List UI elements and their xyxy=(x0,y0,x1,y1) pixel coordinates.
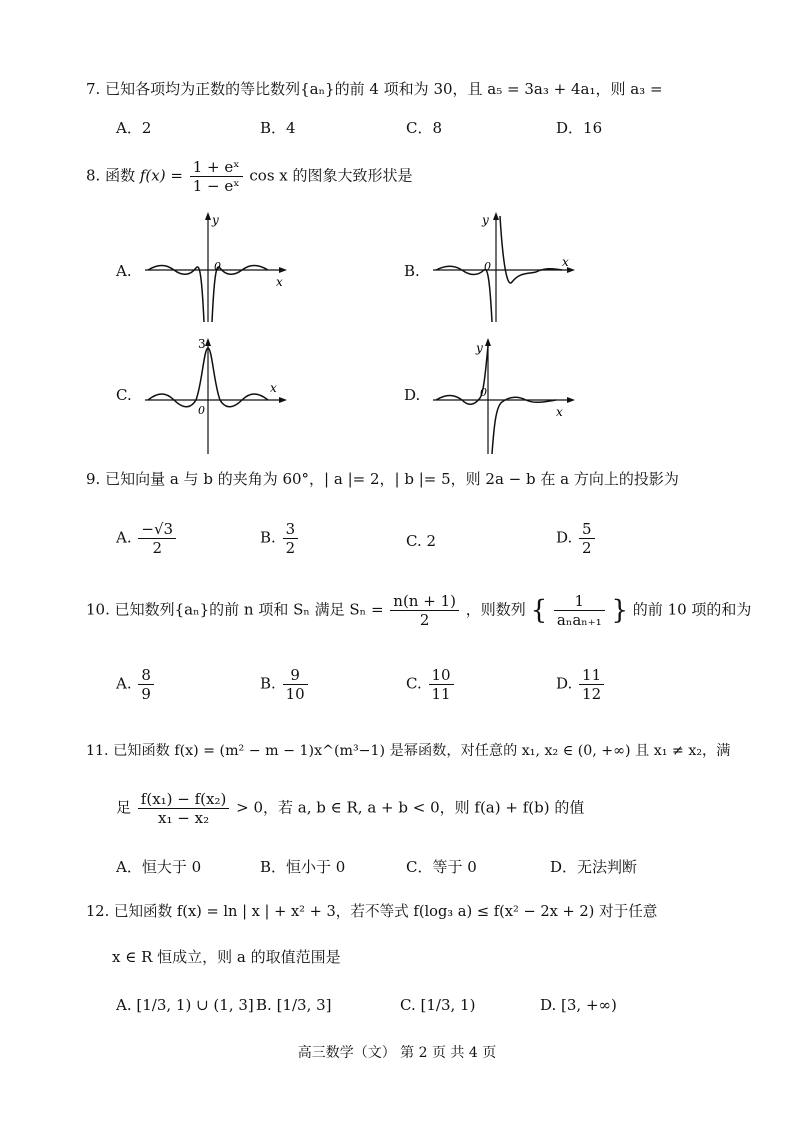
y-axis-arrow xyxy=(493,212,499,220)
q10-option-b-fraction xyxy=(283,666,308,703)
curve-left xyxy=(436,266,492,322)
q9-option-d-label: D. xyxy=(556,528,573,547)
q11-line2 xyxy=(116,790,584,827)
q10-option-b-label: B. xyxy=(260,674,276,693)
q8-graph-c xyxy=(140,336,290,456)
q12-option-c xyxy=(400,996,475,1014)
denominator: 11 xyxy=(431,685,451,703)
q10-stem-part-c: 的前 10 项的和为 xyxy=(632,600,752,619)
q12-option-a-label: A. xyxy=(116,996,132,1014)
q8-func-lhs: f(x) = xyxy=(139,166,183,185)
q10-option-a-label: A. xyxy=(116,674,132,693)
q12-option-c-text: [1/3, 1) xyxy=(420,996,476,1014)
numerator: f(x₁) − f(x₂) xyxy=(138,790,230,809)
q10-option-d-fraction xyxy=(579,666,604,703)
q12-option-b-text: [1/3, 3] xyxy=(276,996,332,1014)
curve-left xyxy=(148,266,204,323)
q11-line2-suffix: > 0，若 a, b ∈ R, a + b < 0，则 f(a) + f(b) 的值 xyxy=(236,798,585,817)
q8-func-fraction xyxy=(190,158,243,195)
q7-option-a: A．2 xyxy=(116,119,152,137)
q8-func-numerator: 1 + eˣ xyxy=(190,158,243,177)
q10-stem xyxy=(86,592,751,629)
denominator: 2 xyxy=(419,611,430,629)
y-axis-arrow xyxy=(205,338,211,346)
q9-option-d-fraction xyxy=(579,520,595,557)
q12-stem: 12. 已知函数 f(x) = ln | x | + x² + 3，若不等式 f(log₃ a) ≤ f(x² − 2x + 2) 对于任意 xyxy=(86,903,658,920)
numerator: 1 xyxy=(554,592,605,611)
numerator: 10 xyxy=(429,666,454,685)
y-tick-label: 3 xyxy=(198,337,206,351)
q9-option-a-fraction xyxy=(138,520,176,557)
curve-right xyxy=(492,397,556,454)
denominator: 9 xyxy=(141,685,151,703)
q8-option-d-label: D. xyxy=(404,386,421,404)
denominator: 2 xyxy=(285,539,296,557)
x-label: x xyxy=(270,381,277,395)
q9-option-c: C. 2 xyxy=(406,532,437,550)
q9-option-b-label: B. xyxy=(260,528,276,547)
y-label: y xyxy=(482,213,489,227)
x-label: x xyxy=(276,275,283,289)
x-axis-arrow xyxy=(279,267,287,273)
q12-line2: x ∈ R 恒成立，则 a 的取值范围是 xyxy=(112,948,341,966)
q10-option-c xyxy=(406,666,456,703)
numerator: 11 xyxy=(579,666,604,685)
q9-option-b xyxy=(260,520,300,557)
q11-stem: 11. 已知函数 f(x) = (m² − m − 1)x^(m³−1) 是幂函数，对任意的 x₁, x₂ ∈ (0, +∞) 且 x₁ ≠ x₂，满 xyxy=(86,743,731,759)
q11-option-c: C．等于 0 xyxy=(406,858,477,876)
denominator: 10 xyxy=(285,685,305,703)
q10-seq-fraction xyxy=(554,592,605,629)
q12-option-a xyxy=(116,996,254,1014)
q10-option-a-fraction xyxy=(138,666,154,703)
q10-option-d-label: D. xyxy=(556,674,573,693)
q11-option-b: B．恒小于 0 xyxy=(260,858,346,876)
x-axis-arrow xyxy=(567,397,575,403)
q8-option-c-label: C. xyxy=(116,386,132,404)
q11-fraction xyxy=(138,790,230,827)
numerator: −√3 xyxy=(138,520,176,539)
q10-option-c-fraction xyxy=(429,666,454,703)
q7-option-b: B．4 xyxy=(260,119,296,137)
q8-stem-prefix: 8. 函数 xyxy=(86,166,136,185)
q10-sn-fraction xyxy=(390,592,459,629)
origin-label: 0 xyxy=(480,386,487,399)
q12-option-a-text: [1/3, 1) ∪ (1, 3] xyxy=(136,996,254,1014)
q8-graph-a xyxy=(140,210,290,325)
q10-option-d xyxy=(556,666,606,703)
q12-option-b-label: B. xyxy=(256,996,272,1014)
left-brace: { xyxy=(530,595,548,626)
denominator: aₙaₙ₊₁ xyxy=(556,611,602,629)
numerator: 8 xyxy=(138,666,154,685)
q8-func-tail: cos x xyxy=(249,166,288,185)
y-axis-arrow xyxy=(205,212,211,220)
y-label: y xyxy=(476,341,483,355)
q10-stem-part-a: 10. 已知数列{aₙ}的前 n 项和 Sₙ 满足 Sₙ = xyxy=(86,600,384,619)
x-axis-arrow xyxy=(279,397,287,403)
curve-right xyxy=(212,266,268,323)
q7-stem: 7. 已知各项均为正数的等比数列{aₙ}的前 4 项和为 30，且 a₅ = 3a₃ + 4a₁，则 a₃ = xyxy=(86,80,663,98)
y-label: y xyxy=(212,213,219,227)
q9-option-d xyxy=(556,520,597,557)
q9-option-a xyxy=(116,520,178,557)
q8-graph-b xyxy=(428,210,578,325)
q9-option-b-fraction xyxy=(283,520,299,557)
q11-line2-prefix: 足 xyxy=(116,798,132,817)
q8-stem-suffix: 的图象大致形状是 xyxy=(292,166,413,185)
q7-option-c: C．8 xyxy=(406,119,443,137)
q9-stem: 9. 已知向量 a 与 b 的夹角为 60°，| a |= 2，| b |= 5，则 2a − b 在 a 方向上的投影为 xyxy=(86,470,679,488)
x-label: x xyxy=(556,405,563,419)
origin-label: 0 xyxy=(198,404,205,417)
q10-stem-part-b: ，则数列 xyxy=(465,600,526,619)
numerator: 5 xyxy=(579,520,595,539)
q8-func-denominator: 1 − eˣ xyxy=(192,177,240,195)
numerator: n(n + 1) xyxy=(390,592,459,611)
origin-label: 0 xyxy=(214,260,221,273)
denominator: 12 xyxy=(582,685,602,703)
q8-option-b-label: B. xyxy=(404,262,420,280)
denominator: 2 xyxy=(582,539,592,557)
q7-option-d: D．16 xyxy=(556,119,603,137)
q10-option-b xyxy=(260,666,310,703)
q11-option-a: A．恒大于 0 xyxy=(116,858,202,876)
denominator: 2 xyxy=(152,539,162,557)
y-axis-arrow xyxy=(485,338,491,346)
page-footer: 高三数学（文） 第 2 页 共 4 页 xyxy=(297,1045,497,1061)
q8-stem xyxy=(86,158,413,195)
x-label: x xyxy=(562,255,569,269)
q8-option-a-label: A. xyxy=(116,262,132,280)
q10-option-c-label: C. xyxy=(406,674,422,693)
right-brace: } xyxy=(611,595,629,626)
numerator: 3 xyxy=(283,520,299,539)
q12-option-d: D. [3, +∞) xyxy=(540,996,617,1014)
q12-option-b xyxy=(256,996,332,1014)
curve-right xyxy=(500,216,562,283)
origin-label: 0 xyxy=(484,260,491,273)
q10-option-a xyxy=(116,666,156,703)
q11-option-d: D．无法判断 xyxy=(550,858,638,876)
q12-option-c-label: C. xyxy=(400,996,416,1014)
q9-option-a-label: A. xyxy=(116,528,132,547)
numerator: 9 xyxy=(283,666,308,685)
q8-graph-d xyxy=(428,336,578,456)
denominator: x₁ − x₂ xyxy=(158,809,210,827)
